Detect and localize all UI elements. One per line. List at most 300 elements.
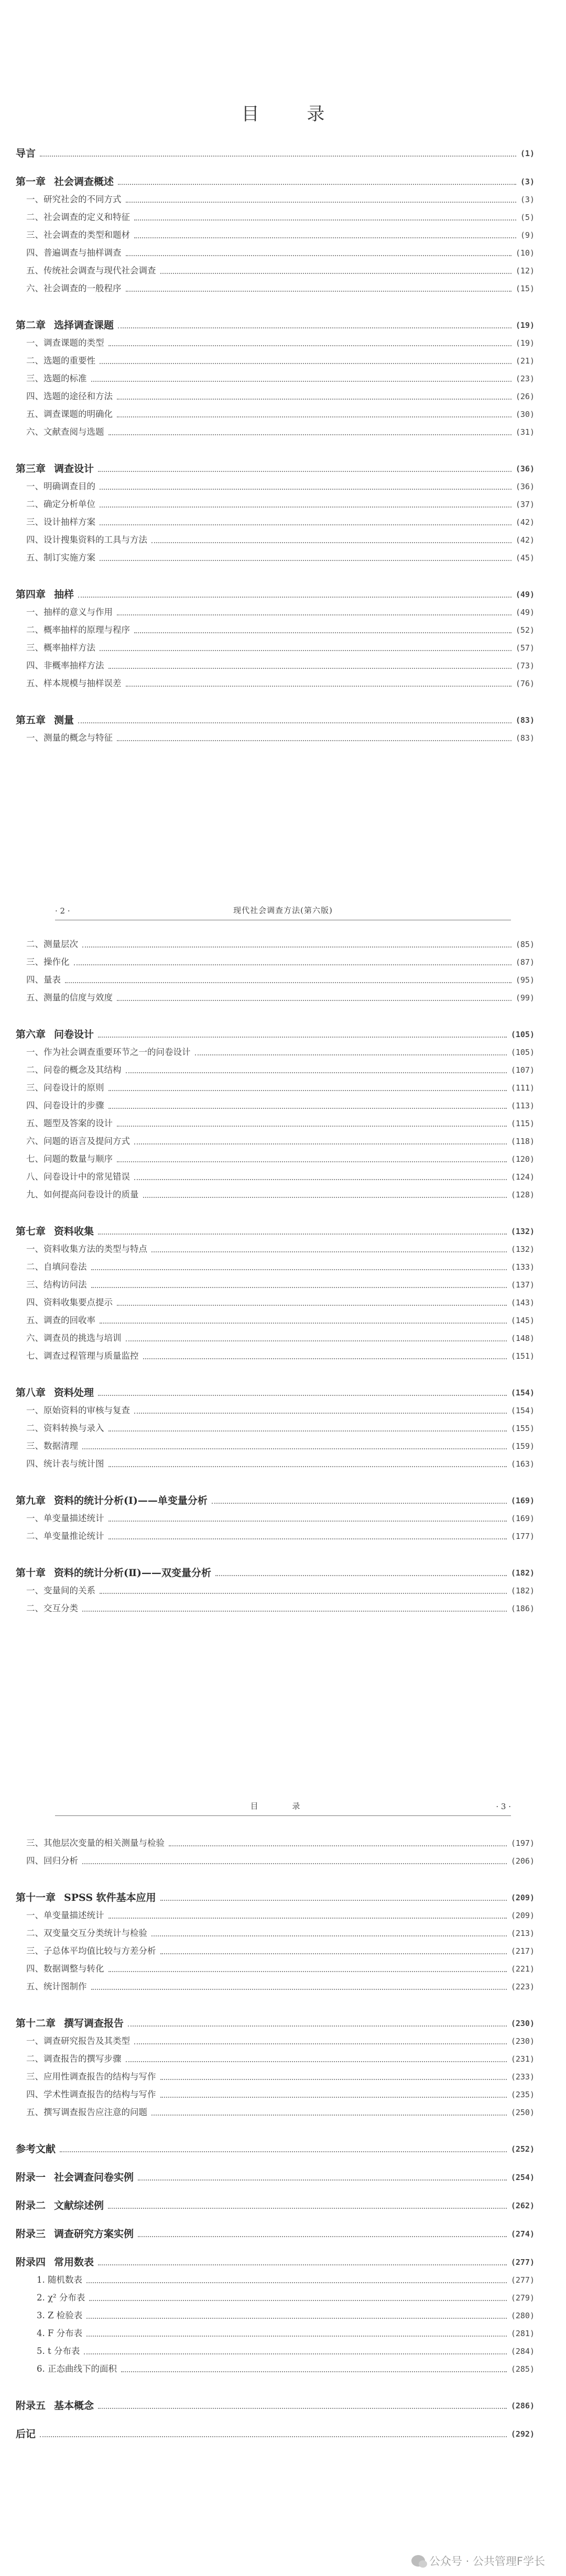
toc-entry-title	[26, 2071, 156, 2083]
toc-entry	[16, 1975, 535, 1992]
leader-dots	[100, 363, 511, 364]
entry-text: 三、其他层次变量的相关测量与检验	[26, 1838, 165, 1848]
entry-text: 五、题型及答案的设计	[26, 1118, 113, 1128]
entry-text: 二、概率抽样的原理与程序	[26, 625, 130, 635]
wechat-icon	[411, 2555, 425, 2567]
toc-entry	[16, 420, 535, 438]
toc-entry-title	[26, 956, 70, 968]
entry-text: 三、社会调查的类型和题材	[26, 230, 130, 240]
leader-dots	[117, 1126, 507, 1127]
toc-entry-page: (9)	[520, 230, 535, 240]
toc-entry-title	[37, 2292, 85, 2304]
toc-entry-title	[16, 2428, 36, 2440]
leader-dots	[108, 1430, 507, 1432]
toc-entry-title	[37, 2346, 80, 2357]
chapter-number: 附录四	[16, 2256, 46, 2268]
toc-entry-page: (155)	[510, 1424, 535, 1433]
entry-text: 导言	[16, 148, 36, 159]
leader-dots	[86, 2336, 507, 2337]
toc-entry-title	[16, 589, 74, 600]
toc-entry	[16, 671, 535, 689]
toc-entry-title	[26, 1423, 104, 1434]
entry-text: 五、调查的回收率	[26, 1315, 95, 1325]
leader-dots	[121, 2371, 507, 2372]
toc-entry-page: (154)	[510, 1406, 535, 1415]
entry-text: 三、结构访问法	[26, 1280, 87, 1290]
toc-entry-page: (186)	[510, 1604, 535, 1613]
leader-dots	[108, 2208, 507, 2209]
toc-entry-page: (12)	[515, 266, 535, 276]
leader-dots	[151, 542, 511, 543]
entry-text: 六、文献查阅与选题	[26, 427, 104, 437]
toc-entry	[16, 1291, 535, 1308]
leader-dots	[151, 1935, 507, 1936]
toc-entry-page: (145)	[510, 1316, 535, 1325]
toc-entry-page: (1)	[520, 149, 535, 158]
toc-entry-title	[26, 391, 113, 402]
leader-dots	[82, 1611, 507, 1612]
entry-text: 社会调查概述	[54, 176, 114, 188]
toc-entry-page: (169)	[510, 1514, 535, 1523]
leader-dots	[98, 2264, 507, 2265]
toc-entry-title	[16, 1495, 208, 1506]
toc-entry-title	[16, 176, 114, 188]
entry-text: 二、自填问卷法	[26, 1262, 87, 1272]
toc-entry	[16, 1524, 535, 1542]
toc-chapter	[16, 1381, 535, 1399]
entry-text: 五、测量的信度与效度	[26, 993, 113, 1003]
toc-entry-title	[26, 1981, 87, 1992]
chapter-number: 附录三	[16, 2228, 46, 2240]
toc-entry-page: (107)	[510, 1065, 535, 1075]
toc-entry-page: (99)	[515, 993, 535, 1003]
toc-entry-title	[26, 2053, 122, 2065]
toc-entry	[16, 2339, 535, 2357]
entry-text: 五、统计图制作	[26, 1981, 87, 1991]
leader-dots	[108, 345, 511, 346]
leader-dots	[98, 2408, 507, 2409]
toc-entry	[16, 331, 535, 349]
toc-entry-page: (284)	[510, 2347, 535, 2356]
leader-dots	[100, 560, 511, 561]
entry-text: 二、双变量交互分类统计与检验	[26, 1928, 147, 1938]
toc-entry-page: (52)	[515, 625, 535, 635]
toc-chapter	[16, 2194, 535, 2211]
toc-entry-title	[26, 1531, 104, 1542]
toc-entry	[16, 2321, 535, 2339]
toc-entry-title	[26, 552, 95, 564]
toc-entry-page: (209)	[510, 1911, 535, 1920]
entry-text: 四、非概率抽样方法	[26, 660, 104, 670]
toc-entry-page: (169)	[510, 1496, 535, 1505]
toc-entry-title	[26, 1928, 147, 1939]
toc-entry-title	[16, 2018, 124, 2029]
toc-entry-page: (26)	[515, 392, 535, 401]
entry-text: 二、社会调查的定义和特征	[26, 212, 130, 222]
toc-entry	[16, 510, 535, 528]
toc-entry	[16, 932, 535, 950]
toc-entry-page: (233)	[510, 2072, 535, 2082]
entry-text: 二、问卷的概念及其结构	[26, 1065, 122, 1075]
toc-entry-page: (285)	[510, 2364, 535, 2374]
toc-entry-page: (182)	[510, 1586, 535, 1595]
toc-entry-page: (49)	[515, 608, 535, 617]
toc-entry-title	[26, 426, 104, 438]
chapter-number: 第五章	[16, 714, 46, 726]
entry-text: 三、数据清理	[26, 1441, 78, 1451]
toc-entry-title	[26, 534, 147, 546]
toc-entry-page: (105)	[510, 1048, 535, 1057]
toc-entry-title	[26, 1189, 139, 1201]
entry-text: 撰写调查报告	[64, 2018, 124, 2029]
toc-entry-title	[26, 265, 156, 277]
toc-entry-page: (133)	[510, 1262, 535, 1272]
toc-entry-page: (31)	[515, 427, 535, 437]
leader-dots	[126, 1340, 507, 1341]
chapter-number: 第十二章	[16, 2018, 56, 2029]
toc-entry-page: (277)	[510, 2275, 535, 2285]
leader-dots	[134, 1179, 507, 1180]
toc-entry-title	[26, 516, 95, 528]
leader-dots	[86, 2282, 507, 2283]
toc-entry	[16, 1849, 535, 1867]
leader-dots	[65, 982, 511, 983]
toc-entry	[16, 1831, 535, 1849]
toc-entry-title	[26, 2035, 130, 2047]
toc-entry	[16, 1921, 535, 1939]
entry-text: 1. 随机数表	[37, 2275, 82, 2285]
toc-entry-title	[16, 714, 74, 726]
toc-entry-page: (148)	[510, 1334, 535, 1343]
toc-entry-title	[37, 2274, 82, 2286]
leader-dots	[117, 1305, 507, 1306]
toc-entry-page: (223)	[510, 1982, 535, 1991]
leader-dots	[86, 2318, 507, 2319]
leader-dots	[117, 1161, 507, 1162]
entry-text: 五、传统社会调查与现代社会调查	[26, 266, 156, 276]
toc-chapter	[16, 708, 535, 726]
entry-text: 3. Z 检验表	[37, 2310, 83, 2320]
chapter-number: 第十一章	[16, 1892, 56, 1903]
toc-entry-page: (206)	[510, 1856, 535, 1866]
entry-text: 一、单变量描述统计	[26, 1910, 104, 1920]
leader-dots	[134, 1413, 507, 1414]
toc-entry-page: (120)	[510, 1154, 535, 1164]
entry-text: 一、原始资料的审核与复查	[26, 1405, 130, 1415]
entry-text: 三、概率抽样方法	[26, 643, 95, 653]
toc-entry-page: (42)	[515, 535, 535, 545]
entry-text: 一、研究社会的不同方式	[26, 194, 122, 204]
leader-dots	[98, 1037, 507, 1038]
leader-dots	[160, 1900, 507, 1901]
entry-text: 2. χ² 分布表	[37, 2293, 85, 2303]
entry-text: 常用数表	[54, 2256, 94, 2268]
toc-entry-page: (124)	[510, 1172, 535, 1182]
chapter-number: 附录一	[16, 2172, 46, 2183]
entry-text: 三、操作化	[26, 957, 70, 967]
toc-entry-title	[26, 481, 95, 492]
toc-entry	[16, 1111, 535, 1129]
toc-entry-title	[16, 2200, 104, 2211]
toc-entry-page: (105)	[510, 1030, 535, 1039]
toc-entry-page: (154)	[510, 1388, 535, 1397]
toc-entry-title	[16, 2143, 56, 2155]
toc-chapter	[16, 1561, 535, 1579]
leader-dots	[91, 1287, 507, 1288]
toc-entry-page: (252)	[510, 2144, 535, 2154]
toc-entry-page: (217)	[510, 1946, 535, 1956]
toc-entry-page: (76)	[515, 679, 535, 688]
leader-dots	[117, 614, 511, 615]
leader-dots	[134, 1143, 507, 1144]
page-title: 目 录	[241, 104, 346, 125]
toc-chapter	[16, 2422, 535, 2440]
entry-text: SPSS 软件基本应用	[64, 1892, 156, 1903]
leader-dots	[108, 434, 511, 435]
toc-entry	[16, 1434, 535, 1452]
toc-entry-title	[16, 320, 114, 331]
toc-page-1	[0, 0, 566, 817]
toc-entry-page: (182)	[510, 1568, 535, 1578]
chapter-number: 第一章	[16, 176, 46, 188]
entry-text: 五、撰写调查报告应注意的问题	[26, 2107, 147, 2117]
toc-entry	[16, 1129, 535, 1147]
toc-entry-page: (128)	[510, 1190, 535, 1199]
leader-dots	[134, 237, 516, 238]
toc-entry	[16, 1058, 535, 1076]
leader-dots	[100, 1323, 507, 1324]
toc-entry	[16, 1452, 535, 1470]
toc-entry-title	[26, 1118, 113, 1129]
toc-entry-page: (281)	[510, 2329, 535, 2338]
toc-entry	[16, 636, 535, 654]
toc-entry-title	[26, 2089, 156, 2100]
leader-dots	[126, 202, 516, 203]
toc-entry-page: (95)	[515, 975, 535, 985]
toc-entry	[16, 475, 535, 492]
leader-dots	[134, 219, 516, 221]
toc-entry-page: (213)	[510, 1929, 535, 1938]
leader-dots	[108, 1108, 507, 1109]
entry-text: 五、样本规模与抽样误差	[26, 678, 122, 688]
toc-entry	[16, 223, 535, 241]
toc-entry-page: (83)	[515, 733, 535, 743]
entry-text: 一、测量的概念与特征	[26, 733, 113, 743]
leader-dots	[98, 1234, 507, 1235]
toc-entry-title	[16, 2400, 94, 2412]
leader-dots	[78, 722, 511, 723]
toc-entry-page: (73)	[515, 661, 535, 670]
leader-dots	[169, 1845, 507, 1846]
toc-entry-title	[26, 1171, 130, 1183]
entry-text: 二、测量层次	[26, 939, 78, 949]
toc-entry-title	[26, 194, 122, 205]
toc-entry	[16, 600, 535, 618]
entry-text: 资料收集	[54, 1226, 94, 1237]
leader-dots	[118, 184, 516, 185]
leader-dots	[126, 686, 511, 687]
entry-text: 一、抽样的意义与作用	[26, 607, 113, 617]
toc-entry-page: (45)	[515, 553, 535, 563]
leader-dots	[126, 1072, 507, 1073]
toc-entry	[16, 1579, 535, 1597]
entry-text: 四、量表	[26, 975, 61, 985]
entry-text: 三、子总体平均值比较与方差分析	[26, 1946, 156, 1956]
toc-entry	[16, 1903, 535, 1921]
toc-entry-title	[26, 1513, 104, 1524]
toc-entry	[16, 2304, 535, 2321]
leader-dots	[82, 946, 511, 948]
entry-text: 二、单变量推论统计	[26, 1531, 104, 1541]
toc-entry-page: (3)	[520, 195, 535, 204]
leader-dots	[84, 2353, 506, 2354]
leader-dots	[108, 1090, 507, 1091]
entry-text: 四、统计表与统计图	[26, 1459, 104, 1469]
toc-entry	[16, 259, 535, 277]
toc-entry-title	[26, 283, 122, 294]
leader-dots	[143, 1197, 507, 1198]
entry-text: 二、确定分析单位	[26, 499, 95, 509]
toc-entry-page: (231)	[510, 2054, 535, 2064]
chapter-number: 附录二	[16, 2200, 46, 2211]
toc-entry-page: (230)	[510, 2019, 535, 2028]
toc-entry	[16, 2029, 535, 2047]
toc-entry-page: (113)	[510, 1101, 535, 1110]
toc-entry-title	[26, 678, 122, 689]
chapter-number: 第八章	[16, 1387, 46, 1399]
entry-text: 基本概念	[54, 2400, 94, 2412]
entry-text: 6. 正态曲线下的面积	[37, 2364, 117, 2374]
toc-entry-title	[26, 1963, 104, 1975]
toc-entry-page: (21)	[515, 356, 535, 366]
toc-entry-title	[26, 1945, 156, 1957]
leader-dots	[40, 2436, 507, 2437]
toc-entry	[16, 205, 535, 223]
toc-entry-page: (57)	[515, 643, 535, 653]
toc-entry	[16, 492, 535, 510]
leader-dots	[108, 1971, 507, 1972]
entry-text: 四、问卷设计的步骤	[26, 1100, 104, 1110]
toc-entry-title	[26, 1603, 78, 1614]
entry-text: 二、调查报告的撰写步骤	[26, 2054, 122, 2064]
toc-entry-title	[26, 660, 104, 671]
chapter-number: 第二章	[16, 320, 46, 331]
chapter-number: 第三章	[16, 463, 46, 475]
leader-dots	[40, 156, 516, 157]
toc-entry-page: (85)	[515, 940, 535, 949]
toc-entry-title	[16, 2256, 94, 2268]
toc-entry-title	[16, 1892, 156, 1903]
toc-entry-page: (151)	[510, 1351, 535, 1361]
entry-text: 六、社会调查的一般程序	[26, 283, 122, 293]
toc-entry-page: (254)	[510, 2173, 535, 2182]
toc-entry-page: (262)	[510, 2201, 535, 2210]
entry-text: 四、资料收集要点提示	[26, 1297, 113, 1307]
toc-entry-title	[26, 974, 61, 986]
entry-text: 一、变量间的关系	[26, 1586, 95, 1595]
entry-text: 三、设计抽样方案	[26, 517, 95, 527]
toc-entry-page: (235)	[510, 2090, 535, 2099]
watermark	[411, 2553, 545, 2569]
leader-dots	[128, 2025, 507, 2027]
book-title: 现代社会调查方法(第六版)	[233, 906, 333, 915]
leader-dots	[160, 2079, 507, 2080]
toc-entry-title	[26, 1261, 87, 1273]
page-number: · 3 ·	[496, 1802, 511, 1811]
toc-entry	[16, 1183, 535, 1201]
toc-entry-page: (274)	[510, 2229, 535, 2239]
entry-text: 二、选题的重要性	[26, 356, 95, 366]
chapter-number: 第六章	[16, 1029, 46, 1040]
toc-entry-title	[26, 1064, 122, 1076]
toc-entry-title	[26, 1837, 165, 1849]
leader-dots	[100, 524, 511, 525]
leader-dots	[98, 471, 511, 472]
toc-entry-title	[26, 1047, 191, 1058]
entry-text: 4. F 分布表	[37, 2328, 83, 2338]
toc-entry-page: (163)	[510, 1459, 535, 1469]
chapter-number: 附录五	[16, 2400, 46, 2412]
leader-dots	[91, 1989, 507, 1990]
toc-entry-page: (49)	[515, 590, 535, 599]
leader-dots	[160, 273, 511, 274]
toc-chapter	[16, 2137, 535, 2155]
leader-dots	[126, 291, 511, 292]
entry-text: 社会调查问卷实例	[54, 2172, 134, 2183]
leader-dots	[89, 2300, 506, 2301]
leader-dots	[100, 650, 511, 651]
toc-entry-title	[26, 373, 87, 384]
toc-entry-page: (137)	[510, 1280, 535, 1290]
toc-page-3	[0, 1765, 566, 2576]
leader-dots	[108, 1466, 507, 1467]
toc-entry	[16, 950, 535, 968]
toc-entry-title	[26, 1333, 122, 1344]
toc-entry-title	[26, 409, 113, 420]
toc-entry-title	[37, 2310, 82, 2321]
leader-dots	[160, 2097, 507, 2098]
toc-entry	[16, 1308, 535, 1326]
toc-entry-title	[26, 247, 122, 259]
toc-entry-title	[26, 229, 130, 241]
leader-dots	[138, 2179, 507, 2181]
toc-entry	[16, 1273, 535, 1291]
leader-dots	[117, 740, 511, 741]
toc-entry	[16, 618, 535, 636]
leader-dots	[195, 1054, 507, 1055]
toc-entry-title	[37, 2328, 82, 2339]
toc-entry	[16, 1506, 535, 1524]
entry-text: 参考文献	[16, 2143, 56, 2155]
toc-entry-title	[26, 1136, 130, 1147]
toc-entry-title	[26, 1585, 95, 1597]
toc-entry	[16, 2100, 535, 2118]
toc-entry-title	[16, 2172, 134, 2183]
entry-text: 一、单变量描述统计	[26, 1513, 104, 1523]
toc-entry	[16, 277, 535, 294]
section-title: 目 录	[250, 1801, 316, 1811]
entry-text: 三、问卷设计的原则	[26, 1083, 104, 1093]
toc-entry	[16, 726, 535, 744]
toc-entry-title	[16, 1567, 211, 1579]
toc-entry-page: (230)	[510, 2036, 535, 2046]
toc-entry-page: (23)	[515, 374, 535, 383]
toc-entry-title	[26, 732, 113, 744]
toc-list	[16, 932, 535, 1614]
entry-text: 三、选题的标准	[26, 373, 87, 383]
toc-chapter	[16, 141, 535, 159]
leader-dots	[91, 1269, 507, 1270]
